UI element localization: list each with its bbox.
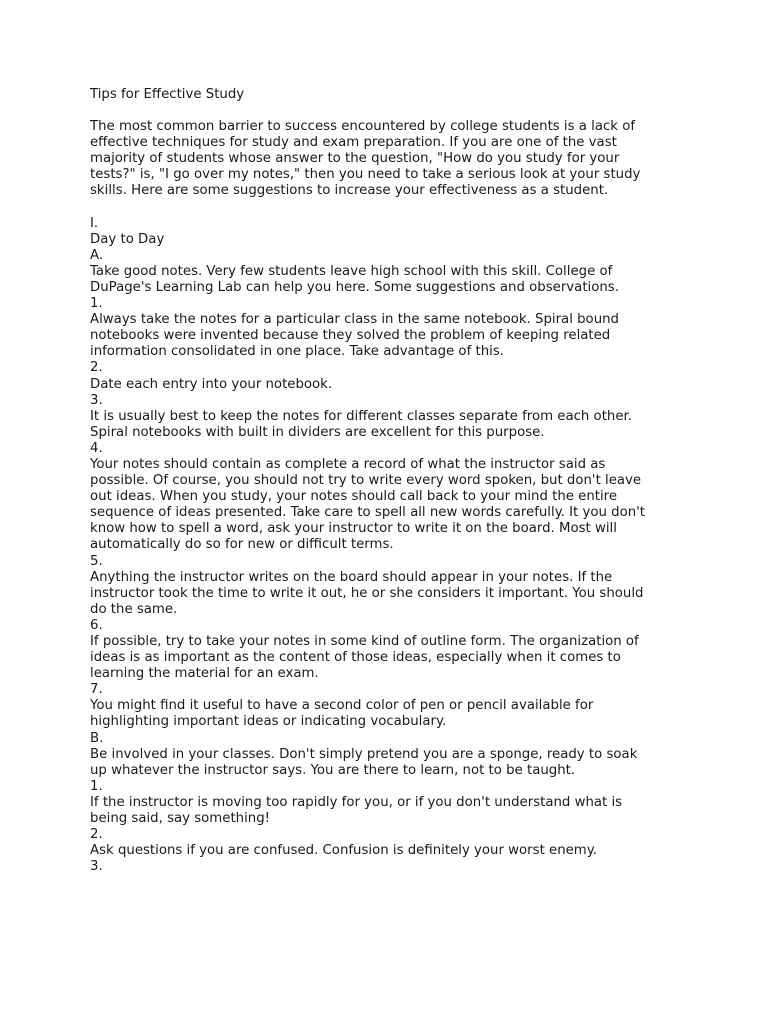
outline-marker: I.: [90, 215, 99, 231]
document-title: Tips for Effective Study: [90, 87, 245, 102]
outline-marker: 1.: [90, 778, 103, 794]
outline-marker: 2.: [90, 827, 103, 843]
outline-marker: 7.: [90, 682, 103, 698]
outline-marker: 1.: [90, 296, 103, 312]
intro-line: tests?" is, "I go over my notes," then you need to take a serious look at your study: [90, 167, 641, 183]
outline-line: If the instructor is moving too rapidly for you, or if you don't understand what is: [90, 794, 623, 810]
outline-line: Ask questions if you are confused. Confusion is definitely your worst enemy.: [90, 843, 597, 859]
outline-line: It is usually best to keep the notes for different classes separate from each other.: [90, 408, 632, 424]
outline-line: ideas is as important as the content of those ideas, especially when it comes to: [90, 650, 621, 666]
intro-line: effective techniques for study and exam preparation. If you are one of the vast: [90, 135, 617, 151]
outline-line: DuPage's Learning Lab can help you here. Some suggestions and observations.: [90, 279, 619, 295]
outline-line: Be involved in your classes. Don't simply pretend you are a sponge, ready to soak: [90, 746, 638, 762]
outline-body: [90, 216, 690, 876]
outline-line: Date each entry into your notebook.: [90, 376, 333, 392]
outline-line: information consolidated in one place. Take advantage of this.: [90, 344, 504, 360]
intro-paragraph: [90, 119, 690, 199]
outline-line: know how to spell a word, ask your instructor to write it on the board. Most will: [90, 521, 617, 537]
outline-line: automatically do so for new or difficult terms.: [90, 537, 394, 553]
outline-line: up whatever the instructor says. You are there to learn, not to be taught.: [90, 762, 576, 778]
outline-line: You might find it useful to have a second color of pen or pencil available for: [90, 698, 594, 714]
outline-line: Your notes should contain as complete a record of what the instructor said as: [90, 456, 606, 472]
outline-line: If possible, try to take your notes in some kind of outline form. The organization of: [90, 634, 639, 649]
document-page: [90, 87, 690, 875]
outline-line: Day to Day: [90, 231, 165, 247]
outline-line: being said, say something!: [90, 811, 270, 827]
intro-line: The most common barrier to success encountered by college students is a lack of: [90, 119, 636, 135]
outline-marker: 5.: [90, 553, 103, 569]
outline-line: out ideas. When you study, your notes should call back to your mind the entire: [90, 489, 618, 505]
outline-line: sequence of ideas presented. Take care to spell all new words carefully. It you don't: [90, 505, 646, 521]
outline-line: highlighting important ideas or indicating vocabulary.: [90, 714, 447, 730]
outline-line: Always take the notes for a particular class in the same notebook. Spiral bound: [90, 312, 619, 328]
outline-line: learning the material for an exam.: [90, 666, 319, 682]
outline-marker: 4.: [90, 440, 103, 456]
outline-line: do the same.: [90, 601, 178, 617]
outline-line: possible. Of course, you should not try to write every word spoken, but don't leave: [90, 473, 642, 489]
outline-line: Take good notes. Very few students leave high school with this skill. College of: [90, 263, 613, 279]
outline-marker: A.: [90, 247, 104, 263]
outline-marker: 3.: [90, 392, 103, 408]
outline-marker: 3.: [90, 859, 103, 875]
intro-line: skills. Here are some suggestions to increase your effectiveness as a student.: [90, 183, 609, 199]
intro-line: majority of students whose answer to the question, "How do you study for your: [90, 151, 620, 167]
outline-marker: 2.: [90, 360, 103, 376]
outline-line: Anything the instructor writes on the board should appear in your notes. If the: [90, 569, 613, 585]
outline-marker: 6.: [90, 617, 103, 633]
outline-line: Spiral notebooks with built in dividers are excellent for this purpose.: [90, 424, 545, 440]
outline-line: notebooks were invented because they solved the problem of keeping related: [90, 328, 611, 344]
outline-line: instructor took the time to write it out, he or she considers it important. You should: [90, 585, 644, 601]
outline-marker: B.: [90, 730, 104, 746]
